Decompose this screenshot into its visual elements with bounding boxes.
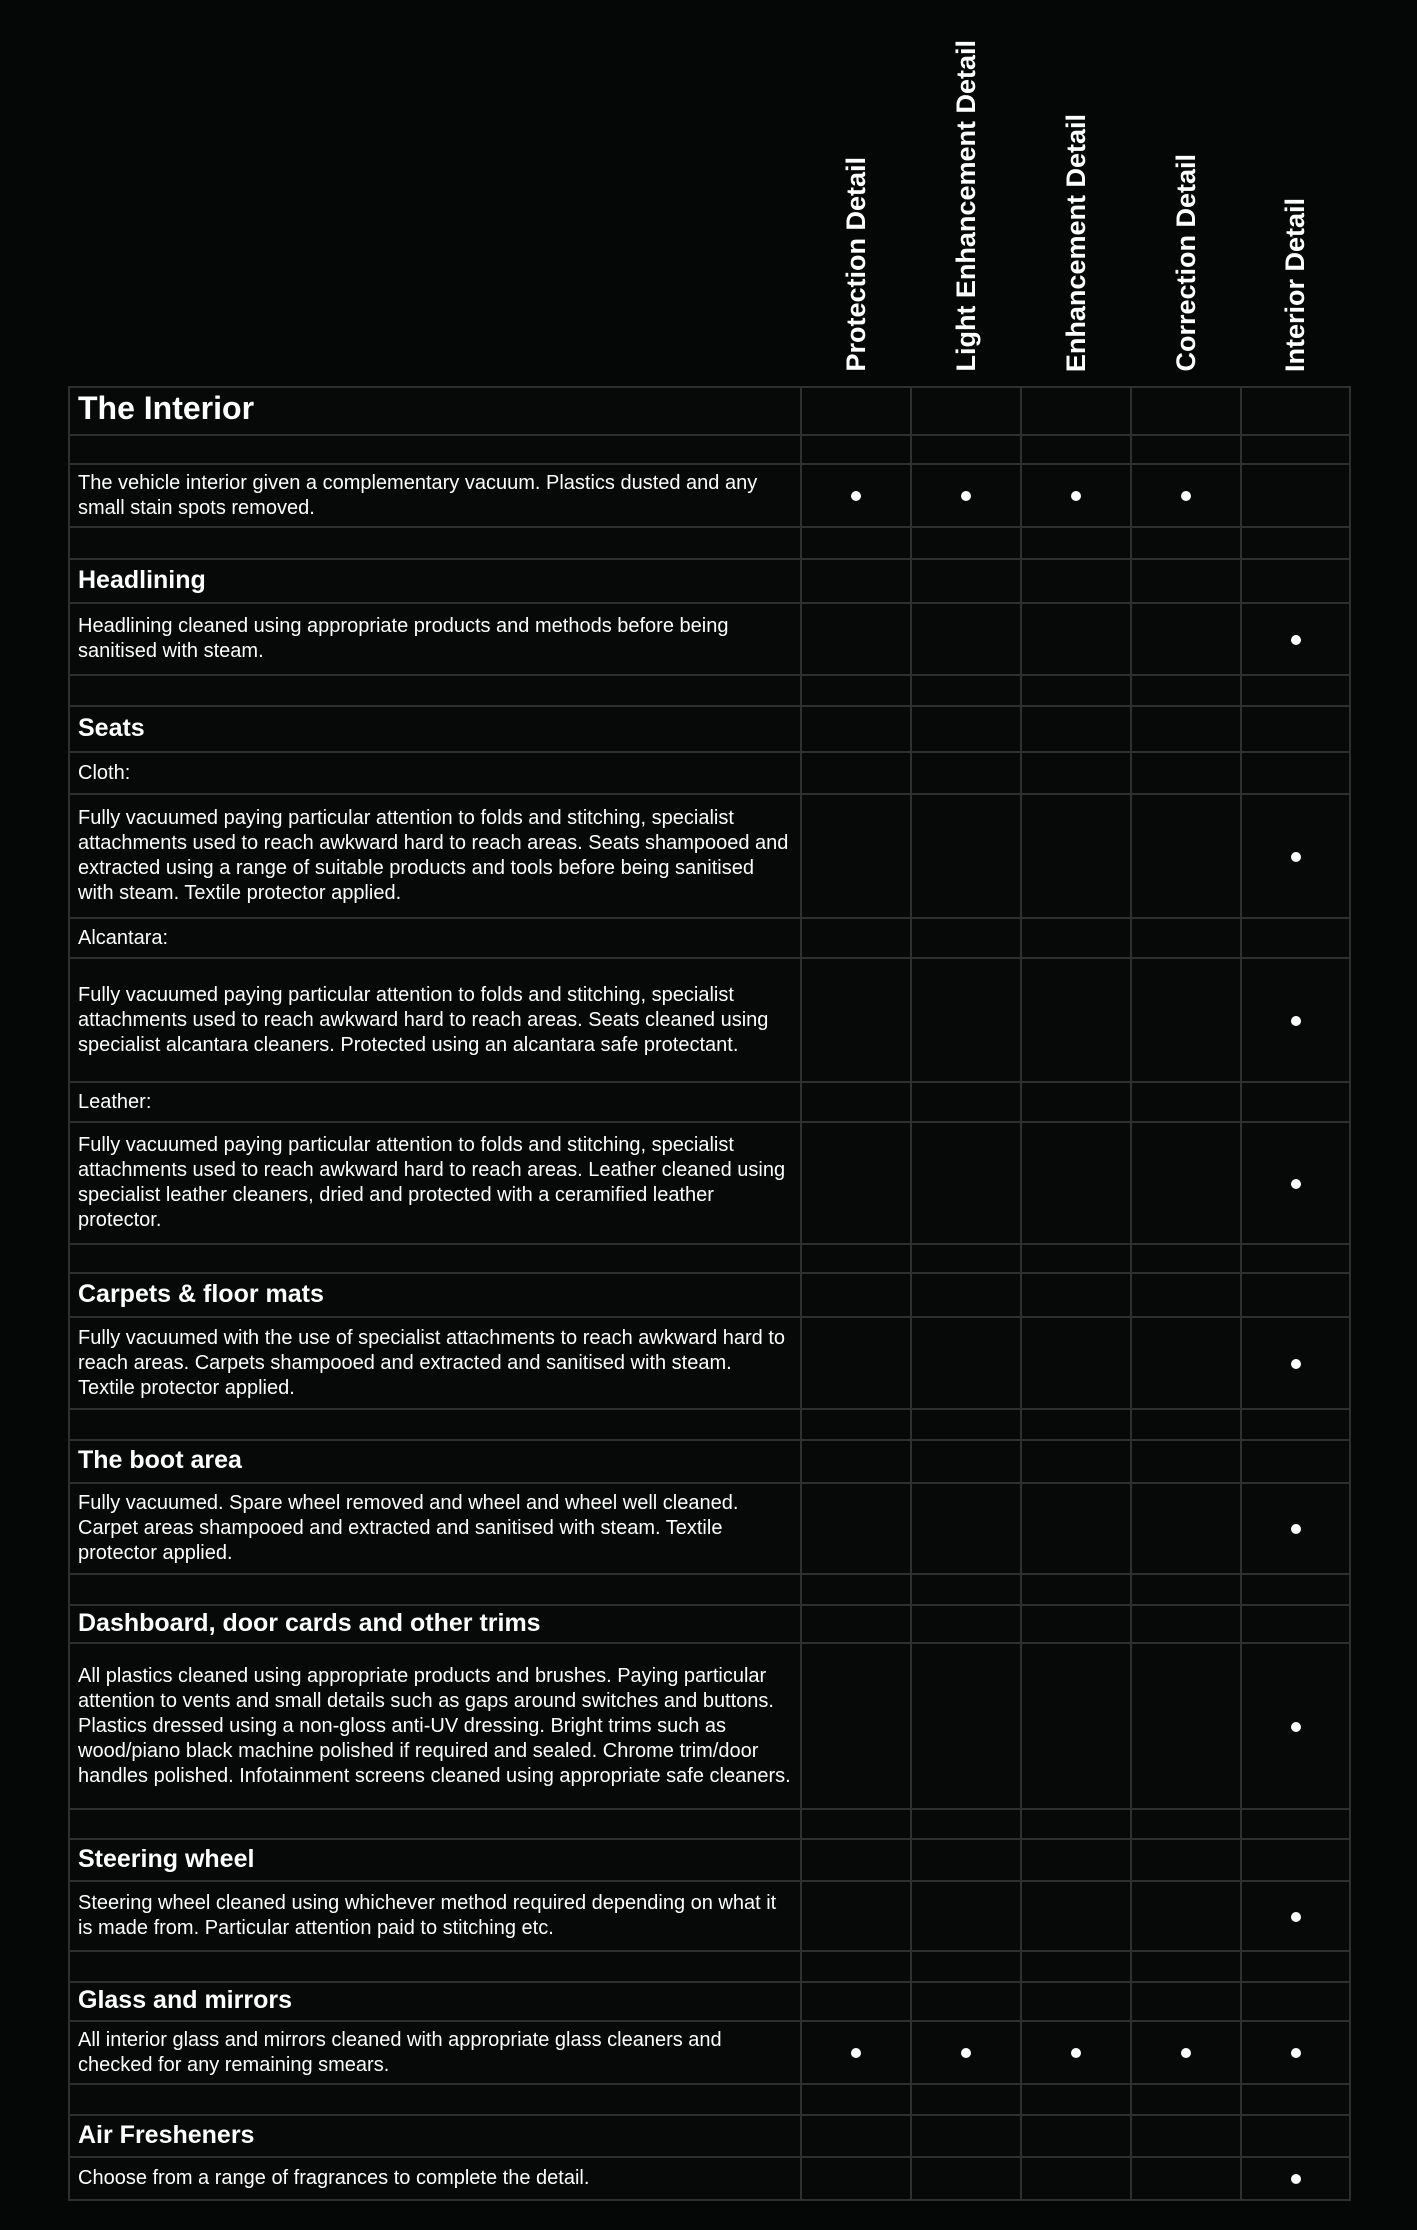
service-description-cell [69,1317,801,1409]
package-cell [911,559,1021,603]
service-comparison-table [68,386,1351,2201]
package-cell [1021,1574,1131,1605]
included-dot-icon [1291,1722,1301,1732]
service-description: All plastics cleaned using appropriate products and brushes. Paying particular attention to vents and small details such as gaps around switches and buttons. Plastics dressed using a non-gloss anti-UV dressing. Bright trims such as wood/piano black machine polished if required and sealed. Chrome trim/door handles polished. Infotainment screens cleaned using appropriate safe cleaners. [78,1664,791,1787]
service-description: Fully vacuumed paying particular attention to folds and stitching, specialist attachments used to reach awkward hard to reach areas. Seats cleaned using specialist alcantara cleaners. Protected using an alcantara safe protectant. [78,983,769,1056]
table-row-desc [69,603,1350,675]
package-cell [1241,1881,1350,1951]
package-cell [1131,1809,1241,1839]
service-description-cell [69,1951,801,1982]
service-description-cell [69,1605,801,1643]
package-cell [1021,2084,1131,2115]
package-cell [1241,706,1350,752]
package-cell [911,1643,1021,1809]
package-cell [1241,2157,1350,2200]
column-header [1131,0,1241,372]
included-dot-icon [1181,491,1191,501]
package-cell [1131,1483,1241,1574]
package-cell [801,958,911,1082]
table-row-desc [69,2157,1350,2200]
package-cell [911,1809,1021,1839]
package-cell [1131,794,1241,918]
package-cell [1241,1409,1350,1440]
package-cell [911,2157,1021,2200]
service-description-cell [69,706,801,752]
package-cell [1131,1122,1241,1244]
package-cell [1241,1273,1350,1317]
package-cell [801,1809,911,1839]
package-cell [801,794,911,918]
package-cell [801,2157,911,2200]
column-header-label: Protection Detail [840,157,871,372]
included-dot-icon [1071,491,1081,501]
package-cell [1131,1951,1241,1982]
table-row-spacer [69,2084,1350,2115]
column-header-label: Interior Detail [1279,197,1310,372]
included-dot-icon [1291,2048,1301,2058]
included-dot-icon [851,491,861,501]
included-dot-icon [851,2048,861,2058]
package-cell [801,752,911,794]
table-row-heading [69,1982,1350,2021]
package-cell [1131,1409,1241,1440]
package-cell [1131,1574,1241,1605]
table-row-sub [69,752,1350,794]
package-cell [801,1273,911,1317]
service-description-cell [69,1839,801,1881]
package-cell [1241,2084,1350,2115]
column-header [801,0,911,372]
package-cell [1131,435,1241,464]
package-cell [1131,1839,1241,1881]
package-cell [911,1951,1021,1982]
package-cell [1131,559,1241,603]
package-cell [1021,1409,1131,1440]
package-cell [1021,1122,1131,1244]
table-row-spacer [69,1809,1350,1839]
package-cell [1241,958,1350,1082]
package-cell [911,464,1021,527]
package-cell [1241,752,1350,794]
package-cell [1021,603,1131,675]
service-description-cell [69,675,801,706]
package-cell [911,958,1021,1082]
service-description-cell [69,387,801,435]
package-cell [1021,1483,1131,1574]
column-header [1240,0,1350,372]
column-header [1021,0,1131,372]
category-heading: Dashboard, door cards and other trims [78,1608,541,1637]
table-row-desc [69,464,1350,527]
package-cell [911,1440,1021,1483]
table-row-heading [69,1839,1350,1881]
included-dot-icon [1291,1016,1301,1026]
package-cell [911,435,1021,464]
service-description: Fully vacuumed paying particular attention to folds and stitching, specialist attachments used to reach awkward hard to reach areas. Seats shampooed and extracted using a range of suitable products and tools before being sanitised with steam. Textile protector applied. [78,807,789,904]
service-description-cell [69,958,801,1082]
package-cell [1131,1881,1241,1951]
service-description-cell [69,464,801,527]
package-cell [1241,794,1350,918]
service-description-cell [69,1244,801,1273]
table-row-spacer [69,1409,1350,1440]
package-cell [1241,1839,1350,1881]
column-header-label: Correction Detail [1170,154,1201,372]
service-description-cell [69,1440,801,1483]
category-heading: Air Fresheners [78,2120,255,2149]
category-heading: Glass and mirrors [78,1986,292,2014]
service-description-cell [69,2115,801,2157]
package-cell [1241,435,1350,464]
package-cell [1241,1809,1350,1839]
column-header [911,0,1021,372]
package-cell [1131,2157,1241,2200]
package-cell [801,1082,911,1122]
package-cell [801,1881,911,1951]
package-cell [1241,527,1350,559]
package-cell [801,1244,911,1273]
package-cell [1021,706,1131,752]
package-cell [1241,1317,1350,1409]
package-cell [1021,527,1131,559]
package-cell [801,2021,911,2084]
column-header-label: Light Enhancement Detail [950,40,981,372]
table-row-sub [69,1082,1350,1122]
service-description-cell [69,559,801,603]
service-description-cell [69,603,801,675]
package-cell [1131,1440,1241,1483]
package-cell [1241,1483,1350,1574]
package-cell [1241,1440,1350,1483]
service-description: The vehicle interior given a complementary vacuum. Plastics dusted and any small stain spots removed. [78,471,758,519]
material-label: Alcantara: [78,926,169,949]
service-description-cell [69,1273,801,1317]
material-label: Cloth: [78,761,131,784]
included-dot-icon [1291,635,1301,645]
table-row-spacer [69,1244,1350,1273]
package-cell [911,2021,1021,2084]
package-cell [1021,2115,1131,2157]
package-cell [911,603,1021,675]
package-cell [1021,752,1131,794]
table-row-spacer [69,1951,1350,1982]
package-cell [801,2115,911,2157]
service-description-cell [69,2084,801,2115]
package-cell [1021,1982,1131,2021]
service-description: Steering wheel cleaned using whichever method required depending on what it is made from. Particular attention paid to stitching etc. [78,1892,777,1939]
included-dot-icon [961,491,971,501]
table-row-spacer [69,1574,1350,1605]
service-description-cell [69,794,801,918]
package-cell [911,387,1021,435]
package-cell [1131,958,1241,1082]
package-cell [801,1409,911,1440]
package-cell [801,1483,911,1574]
package-cell [1021,1244,1131,1273]
package-cell [801,435,911,464]
package-cell [801,1317,911,1409]
category-heading: Steering wheel [78,1844,255,1873]
package-cell [1021,1605,1131,1643]
package-cell [1131,1605,1241,1643]
package-cell [1021,387,1131,435]
table-row-heading [69,2115,1350,2157]
service-description-cell [69,1483,801,1574]
package-cell [1021,2157,1131,2200]
package-cell [1021,794,1131,918]
category-heading: Carpets & floor mats [78,1279,324,1308]
package-cell [1021,1881,1131,1951]
package-cell [911,675,1021,706]
table-row-desc [69,1122,1350,1244]
table-row-sub [69,918,1350,958]
package-cell [1021,958,1131,1082]
table-row-desc [69,794,1350,918]
package-cell [911,918,1021,958]
table-row-desc [69,1483,1350,1574]
package-cell [911,2115,1021,2157]
service-description: Fully vacuumed. Spare wheel removed and wheel and wheel well cleaned. Carpet areas shampooed and extracted and sanitised with steam. Textile protector applied. [78,1492,739,1564]
table-row-desc [69,1881,1350,1951]
included-dot-icon [1291,2174,1301,2184]
included-dot-icon [1181,2048,1191,2058]
package-cell [1241,675,1350,706]
package-cell [801,603,911,675]
package-cell [1021,1643,1131,1809]
package-cell [1131,706,1241,752]
package-cell [1131,603,1241,675]
package-cell [1131,1982,1241,2021]
package-cell [801,387,911,435]
included-dot-icon [1291,1359,1301,1369]
table-row-heading [69,1273,1350,1317]
column-header-label: Enhancement Detail [1060,113,1091,372]
package-cell [801,1574,911,1605]
package-cell [1241,918,1350,958]
package-cell [1021,1082,1131,1122]
service-description: Choose from a range of fragrances to complete the detail. [78,2167,590,2189]
table-row-desc [69,2021,1350,2084]
table-row-spacer [69,435,1350,464]
package-cell [1021,1273,1131,1317]
package-cell [801,706,911,752]
package-cell [1241,1244,1350,1273]
package-cell [911,706,1021,752]
package-cell [911,1244,1021,1273]
package-cell [1131,1317,1241,1409]
section-title: The Interior [78,390,255,426]
service-description-cell [69,1082,801,1122]
package-cell [911,1317,1021,1409]
service-description-cell [69,527,801,559]
package-cell [1241,1605,1350,1643]
package-cell [1021,1809,1131,1839]
included-dot-icon [1291,1912,1301,1922]
package-cell [1021,559,1131,603]
package-cell [911,1122,1021,1244]
package-cell [801,1951,911,1982]
table-row-heading [69,559,1350,603]
package-cell [801,559,911,603]
package-cell [1021,918,1131,958]
package-cell [1131,1244,1241,1273]
category-heading: Seats [78,713,145,742]
package-cell [911,1574,1021,1605]
package-cell [1241,1574,1350,1605]
package-cell [911,1273,1021,1317]
package-cell [1241,2115,1350,2157]
package-cell [911,1483,1021,1574]
included-dot-icon [1291,852,1301,862]
package-cell [911,2084,1021,2115]
package-cell [911,1881,1021,1951]
package-cell [1241,1643,1350,1809]
service-description-cell [69,1881,801,1951]
table-row-heading [69,706,1350,752]
package-cell [911,1605,1021,1643]
included-dot-icon [1291,1179,1301,1189]
service-description: Fully vacuumed paying particular attention to folds and stitching, specialist attachments used to reach awkward hard to reach areas. Leather cleaned using specialist leather cleaners, dried and protected with a ceramified leather protector. [78,1134,786,1231]
package-cell [801,527,911,559]
category-heading: The boot area [78,1446,242,1474]
service-description-cell [69,752,801,794]
service-description: Fully vacuumed with the use of specialist attachments to reach awkward hard to reach areas. Carpets shampooed and extracted and sanitised with steam. Textile protector applied. [78,1326,786,1399]
package-cell [1241,1122,1350,1244]
package-cell [1241,1951,1350,1982]
package-cell [1131,527,1241,559]
table-row-spacer [69,527,1350,559]
table-row-heading [69,1440,1350,1483]
column-headers [0,0,1417,387]
table-row-heading [69,1605,1350,1643]
table-row-desc [69,958,1350,1082]
package-cell [1021,2021,1131,2084]
package-cell [1131,752,1241,794]
package-cell [801,1643,911,1809]
package-cell [911,794,1021,918]
package-cell [1131,1643,1241,1809]
package-cell [801,1440,911,1483]
package-cell [1241,387,1350,435]
package-cell [801,1122,911,1244]
package-cell [1131,2084,1241,2115]
package-cell [1241,603,1350,675]
package-cell [911,527,1021,559]
package-cell [1131,1082,1241,1122]
service-description-cell [69,1409,801,1440]
package-cell [801,918,911,958]
package-cell [801,2084,911,2115]
package-cell [911,1982,1021,2021]
package-cell [1131,675,1241,706]
package-cell [911,1409,1021,1440]
package-cell [1131,2115,1241,2157]
package-cell [1241,1082,1350,1122]
package-cell [1021,1951,1131,1982]
package-cell [1131,1273,1241,1317]
service-description-cell [69,435,801,464]
package-cell [801,464,911,527]
service-description-cell [69,918,801,958]
package-cell [801,1605,911,1643]
package-cell [1021,1839,1131,1881]
included-dot-icon [1071,2048,1081,2058]
package-cell [1131,387,1241,435]
service-description: All interior glass and mirrors cleaned with appropriate glass cleaners and checked for any remaining smears. [78,2028,722,2076]
package-cell [911,752,1021,794]
package-cell [1131,918,1241,958]
included-dot-icon [1291,1524,1301,1534]
package-cell [1131,464,1241,527]
table-row-title [69,387,1350,435]
package-cell [1131,2021,1241,2084]
package-cell [1241,1982,1350,2021]
package-cell [1241,559,1350,603]
service-description-cell [69,1809,801,1839]
package-cell [911,1839,1021,1881]
package-cell [1241,2021,1350,2084]
package-cell [801,1982,911,2021]
service-description-cell [69,1122,801,1244]
table-row-spacer [69,675,1350,706]
package-cell [1241,464,1350,527]
package-cell [1021,464,1131,527]
service-description-cell [69,1982,801,2021]
package-cell [911,1082,1021,1122]
service-description-cell [69,1643,801,1809]
service-description-cell [69,1574,801,1605]
package-cell [1021,1317,1131,1409]
package-cell [801,675,911,706]
category-heading: Headlining [78,565,206,594]
material-label: Leather: [78,1090,152,1113]
service-description: Headlining cleaned using appropriate products and methods before being sanitised with steam. [78,615,729,662]
included-dot-icon [961,2048,971,2058]
package-cell [1021,435,1131,464]
service-description-cell [69,2157,801,2200]
service-description-cell [69,2021,801,2084]
package-cell [1021,675,1131,706]
table-row-desc [69,1317,1350,1409]
package-cell [801,1839,911,1881]
package-cell [1021,1440,1131,1483]
table-row-desc [69,1643,1350,1809]
